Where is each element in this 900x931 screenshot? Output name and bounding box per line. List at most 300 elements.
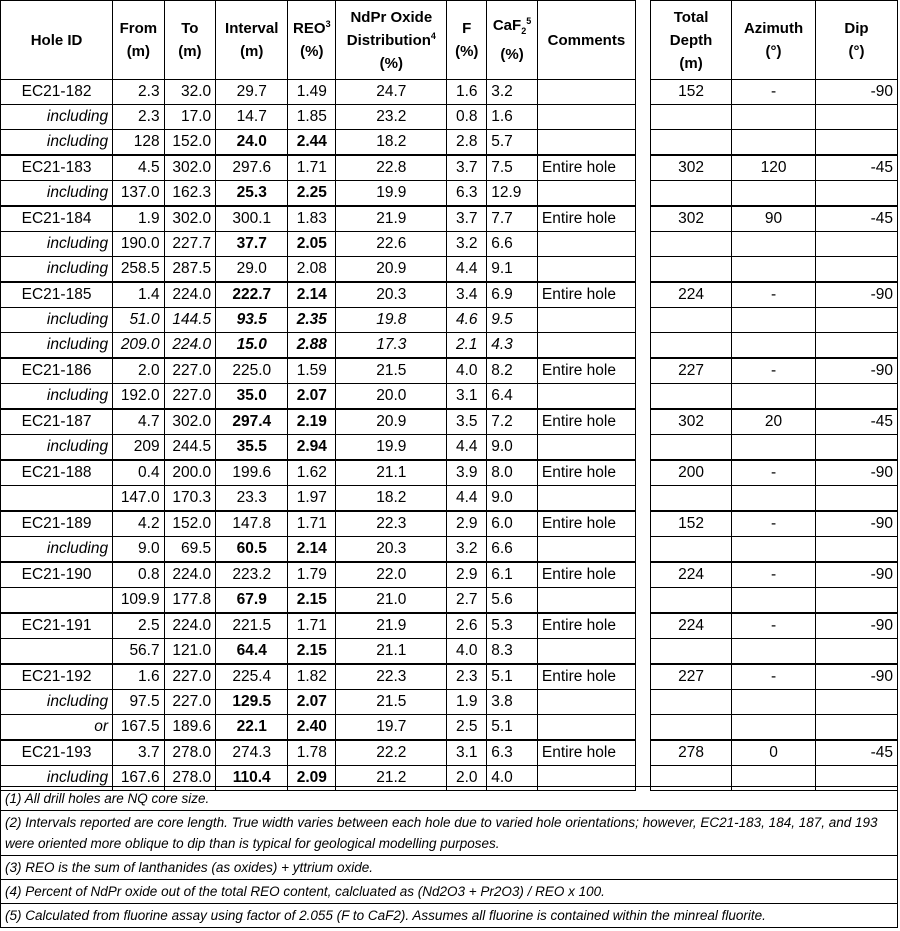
to-cell: 177.8 [164, 588, 216, 614]
azimuth-cell [732, 486, 816, 512]
hole-id-cell: EC21-186 [1, 358, 113, 384]
f-cell: 1.9 [447, 690, 487, 715]
total-depth-cell [651, 384, 732, 410]
table-row [1, 282, 636, 308]
total-depth-cell: 227 [651, 664, 732, 690]
hole-id-cell [1, 588, 113, 614]
to-cell: 224.0 [164, 282, 216, 308]
caf2-cell: 9.0 [487, 435, 538, 461]
to-cell: 17.0 [164, 105, 216, 130]
hole-id-cell [1, 486, 113, 512]
side-table-row [651, 206, 898, 232]
to-cell: 227.0 [164, 664, 216, 690]
total-depth-cell: 302 [651, 409, 732, 435]
f-cell: 3.1 [447, 740, 487, 766]
hole-id-cell: EC21-192 [1, 664, 113, 690]
ndpr-cell: 20.3 [336, 537, 447, 563]
table-row [1, 690, 636, 715]
table-row [1, 181, 636, 207]
caf2-cell: 6.1 [487, 562, 538, 588]
total-depth-cell [651, 537, 732, 563]
caf2-cell: 3.8 [487, 690, 538, 715]
side-table-row [651, 511, 898, 537]
hole-id-cell: or [1, 715, 113, 741]
total-depth-cell: 152 [651, 80, 732, 105]
f-cell: 2.8 [447, 130, 487, 156]
ndpr-cell: 21.9 [336, 206, 447, 232]
to-cell: 121.0 [164, 639, 216, 665]
table-row [1, 409, 636, 435]
reo-cell: 1.78 [288, 740, 336, 766]
azimuth-cell [732, 537, 816, 563]
total-depth-cell [651, 639, 732, 665]
hole-id-cell: including [1, 105, 113, 130]
comment-cell: Entire hole [537, 562, 635, 588]
table-row [1, 80, 636, 105]
table-row [1, 715, 636, 741]
dip-cell [816, 308, 898, 333]
azimuth-cell [732, 105, 816, 130]
hole-id-cell: including [1, 690, 113, 715]
table-row [1, 333, 636, 359]
comment-cell: Entire hole [537, 613, 635, 639]
azimuth-cell [732, 257, 816, 283]
ndpr-cell: 19.8 [336, 308, 447, 333]
to-cell: 152.0 [164, 511, 216, 537]
dip-cell: -90 [816, 562, 898, 588]
from-cell: 4.7 [113, 409, 165, 435]
total-depth-cell: 224 [651, 282, 732, 308]
from-cell: 167.5 [113, 715, 165, 741]
side-table-row [651, 639, 898, 665]
side-table-row [651, 613, 898, 639]
to-cell: 189.6 [164, 715, 216, 741]
dip-cell: -90 [816, 460, 898, 486]
f-cell: 3.2 [447, 537, 487, 563]
table-row [1, 384, 636, 410]
ndpr-cell: 17.3 [336, 333, 447, 359]
table-row [1, 562, 636, 588]
side-table-row [651, 715, 898, 741]
interval-cell: 64.4 [216, 639, 288, 665]
from-cell: 1.9 [113, 206, 165, 232]
side-table-row [651, 105, 898, 130]
interval-cell: 222.7 [216, 282, 288, 308]
to-cell: 278.0 [164, 766, 216, 791]
f-cell: 6.3 [447, 181, 487, 207]
hole-id-cell: including [1, 435, 113, 461]
side-table-row [651, 80, 898, 105]
to-cell: 162.3 [164, 181, 216, 207]
interval-cell: 35.0 [216, 384, 288, 410]
side-table-row [651, 155, 898, 181]
azimuth-cell [732, 435, 816, 461]
f-cell: 2.9 [447, 511, 487, 537]
from-cell: 209.0 [113, 333, 165, 359]
ndpr-cell: 24.7 [336, 80, 447, 105]
caf2-cell: 9.0 [487, 486, 538, 512]
footnote-row [1, 811, 898, 856]
hole-id-cell: including [1, 333, 113, 359]
total-depth-cell [651, 435, 732, 461]
table-row [1, 232, 636, 257]
reo-cell: 2.15 [288, 588, 336, 614]
azimuth-cell: - [732, 282, 816, 308]
f-cell: 4.4 [447, 435, 487, 461]
side-table-row [651, 409, 898, 435]
table-row [1, 358, 636, 384]
f-cell: 2.0 [447, 766, 487, 791]
dip-cell [816, 639, 898, 665]
azimuth-cell: - [732, 80, 816, 105]
azimuth-cell: - [732, 562, 816, 588]
to-cell: 287.5 [164, 257, 216, 283]
side-table-row [651, 358, 898, 384]
header-dip: Dip (°) [816, 1, 898, 80]
caf2-cell: 6.6 [487, 537, 538, 563]
interval-cell: 25.3 [216, 181, 288, 207]
hole-id-cell: EC21-190 [1, 562, 113, 588]
dip-cell: -45 [816, 409, 898, 435]
from-cell: 2.5 [113, 613, 165, 639]
hole-id-cell: including [1, 537, 113, 563]
to-cell: 32.0 [164, 80, 216, 105]
reo-cell: 2.07 [288, 690, 336, 715]
table-row [1, 155, 636, 181]
ndpr-cell: 19.7 [336, 715, 447, 741]
caf2-cell: 8.0 [487, 460, 538, 486]
ndpr-cell: 21.0 [336, 588, 447, 614]
from-cell: 128 [113, 130, 165, 156]
azimuth-cell [732, 181, 816, 207]
reo-cell: 2.94 [288, 435, 336, 461]
ndpr-cell: 22.2 [336, 740, 447, 766]
to-cell: 227.0 [164, 384, 216, 410]
caf2-cell: 6.6 [487, 232, 538, 257]
ndpr-cell: 18.2 [336, 130, 447, 156]
hole-id-cell [1, 639, 113, 665]
from-cell: 2.3 [113, 105, 165, 130]
reo-cell: 2.08 [288, 257, 336, 283]
f-cell: 3.1 [447, 384, 487, 410]
comment-cell: Entire hole [537, 155, 635, 181]
f-cell: 3.9 [447, 460, 487, 486]
reo-cell: 2.14 [288, 537, 336, 563]
table-row [1, 130, 636, 156]
side-table-row [651, 435, 898, 461]
dip-cell: -90 [816, 664, 898, 690]
total-depth-cell: 200 [651, 460, 732, 486]
hole-id-cell: including [1, 130, 113, 156]
from-cell: 1.4 [113, 282, 165, 308]
total-depth-cell [651, 715, 732, 741]
interval-cell: 129.5 [216, 690, 288, 715]
from-cell: 109.9 [113, 588, 165, 614]
side-table-row [651, 690, 898, 715]
comment-cell [537, 639, 635, 665]
dip-cell [816, 105, 898, 130]
caf2-cell: 6.4 [487, 384, 538, 410]
to-cell: 152.0 [164, 130, 216, 156]
caf2-cell: 3.2 [487, 80, 538, 105]
azimuth-cell: 0 [732, 740, 816, 766]
azimuth-cell: - [732, 511, 816, 537]
interval-cell: 67.9 [216, 588, 288, 614]
f-cell: 4.6 [447, 308, 487, 333]
dip-cell [816, 588, 898, 614]
from-cell: 1.6 [113, 664, 165, 690]
table-row [1, 105, 636, 130]
comment-cell: Entire hole [537, 206, 635, 232]
ndpr-cell: 21.1 [336, 639, 447, 665]
azimuth-cell: 120 [732, 155, 816, 181]
side-table-row [651, 333, 898, 359]
reo-cell: 1.82 [288, 664, 336, 690]
caf2-cell: 6.0 [487, 511, 538, 537]
from-cell: 147.0 [113, 486, 165, 512]
footnote-text: (4) Percent of NdPr oxide out of the total REO content, calcluated as (Nd2O3 + Pr2O3) / REO x 100. [1, 880, 898, 904]
reo-cell: 1.71 [288, 511, 336, 537]
azimuth-cell [732, 308, 816, 333]
dip-cell: -90 [816, 358, 898, 384]
comment-cell [537, 130, 635, 156]
comment-cell [537, 537, 635, 563]
caf2-cell: 4.3 [487, 333, 538, 359]
ndpr-cell: 20.3 [336, 282, 447, 308]
from-cell: 167.6 [113, 766, 165, 791]
hole-id-cell: EC21-185 [1, 282, 113, 308]
dip-cell [816, 715, 898, 741]
interval-cell: 93.5 [216, 308, 288, 333]
header-interval: Interval (m) [216, 1, 288, 80]
to-cell: 144.5 [164, 308, 216, 333]
interval-cell: 297.4 [216, 409, 288, 435]
azimuth-cell: - [732, 613, 816, 639]
caf2-cell: 7.7 [487, 206, 538, 232]
to-cell: 224.0 [164, 613, 216, 639]
azimuth-cell: - [732, 358, 816, 384]
reo-cell: 2.35 [288, 308, 336, 333]
from-cell: 97.5 [113, 690, 165, 715]
caf2-cell: 8.3 [487, 639, 538, 665]
header-reo: REO$^3$ (%) [288, 1, 336, 80]
interval-cell: 15.0 [216, 333, 288, 359]
footnote-row [1, 880, 898, 904]
header-azimuth: Azimuth (°) [732, 1, 816, 80]
table-row [1, 664, 636, 690]
from-cell: 2.0 [113, 358, 165, 384]
total-depth-cell: 224 [651, 562, 732, 588]
header-total-depth: Total Depth (m) [651, 1, 732, 80]
hole-id-cell: EC21-182 [1, 80, 113, 105]
side-table-row [651, 257, 898, 283]
side-table-row [651, 460, 898, 486]
caf2-cell: 9.5 [487, 308, 538, 333]
footnote-text: (5) Calculated from fluorine assay using factor of 2.055 (F to CaF2). Assumes all fluorine is contained within the minreal fluorite. [1, 904, 898, 928]
reo-cell: 1.97 [288, 486, 336, 512]
caf2-cell: 5.1 [487, 664, 538, 690]
total-depth-cell [651, 486, 732, 512]
hole-id-cell: EC21-187 [1, 409, 113, 435]
f-cell: 2.6 [447, 613, 487, 639]
side-header-row [651, 1, 898, 80]
to-cell: 244.5 [164, 435, 216, 461]
comment-cell: Entire hole [537, 460, 635, 486]
total-depth-cell: 227 [651, 358, 732, 384]
side-table-row [651, 486, 898, 512]
to-cell: 224.0 [164, 333, 216, 359]
dip-cell [816, 537, 898, 563]
to-cell: 278.0 [164, 740, 216, 766]
reo-cell: 1.62 [288, 460, 336, 486]
table-row [1, 435, 636, 461]
comment-cell [537, 690, 635, 715]
comment-cell [537, 80, 635, 105]
from-cell: 0.4 [113, 460, 165, 486]
reo-cell: 2.05 [288, 232, 336, 257]
table-row [1, 511, 636, 537]
f-cell: 2.3 [447, 664, 487, 690]
comment-cell [537, 486, 635, 512]
from-cell: 209 [113, 435, 165, 461]
from-cell: 192.0 [113, 384, 165, 410]
comment-cell: Entire hole [537, 664, 635, 690]
ndpr-cell: 21.1 [336, 460, 447, 486]
header-caf2: CaF$_2^5$ (%) [487, 1, 538, 80]
hole-id-cell: EC21-191 [1, 613, 113, 639]
dip-cell [816, 690, 898, 715]
caf2-cell: 12.9 [487, 181, 538, 207]
table-row [1, 740, 636, 766]
hole-id-cell: including [1, 181, 113, 207]
total-depth-cell [651, 308, 732, 333]
caf2-cell: 7.2 [487, 409, 538, 435]
comment-cell [537, 435, 635, 461]
f-cell: 0.8 [447, 105, 487, 130]
dip-cell: -90 [816, 282, 898, 308]
dip-cell: -45 [816, 206, 898, 232]
hole-id-cell: including [1, 232, 113, 257]
reo-cell: 2.14 [288, 282, 336, 308]
table-row [1, 639, 636, 665]
table-row [1, 537, 636, 563]
side-table-row [651, 740, 898, 766]
dip-cell [816, 257, 898, 283]
reo-cell: 1.71 [288, 613, 336, 639]
from-cell: 51.0 [113, 308, 165, 333]
caf2-cell: 8.2 [487, 358, 538, 384]
from-cell: 9.0 [113, 537, 165, 563]
ndpr-cell: 22.0 [336, 562, 447, 588]
side-table-row [651, 537, 898, 563]
header-hole-id: Hole ID [1, 1, 113, 80]
from-cell: 4.5 [113, 155, 165, 181]
comment-cell [537, 257, 635, 283]
hole-geometry-table [650, 0, 898, 791]
interval-cell: 23.3 [216, 486, 288, 512]
comment-cell [537, 105, 635, 130]
table-row [1, 308, 636, 333]
dip-cell [816, 333, 898, 359]
comment-cell: Entire hole [537, 740, 635, 766]
caf2-cell: 7.5 [487, 155, 538, 181]
ndpr-cell: 20.9 [336, 257, 447, 283]
to-cell: 170.3 [164, 486, 216, 512]
dip-cell: -45 [816, 740, 898, 766]
table-row [1, 588, 636, 614]
hole-id-cell: EC21-188 [1, 460, 113, 486]
total-depth-cell: 224 [651, 613, 732, 639]
interval-cell: 22.1 [216, 715, 288, 741]
total-depth-cell [651, 588, 732, 614]
caf2-cell: 6.3 [487, 740, 538, 766]
total-depth-cell [651, 690, 732, 715]
hole-id-cell: including [1, 384, 113, 410]
total-depth-cell [651, 257, 732, 283]
comment-cell [537, 588, 635, 614]
hole-id-cell: EC21-184 [1, 206, 113, 232]
reo-cell: 1.85 [288, 105, 336, 130]
header-row [1, 1, 636, 80]
side-table-row [651, 130, 898, 156]
dip-cell [816, 130, 898, 156]
comment-cell: Entire hole [537, 282, 635, 308]
azimuth-cell [732, 384, 816, 410]
to-cell: 69.5 [164, 537, 216, 563]
reo-cell: 1.49 [288, 80, 336, 105]
azimuth-cell [732, 639, 816, 665]
hole-id-cell: EC21-193 [1, 740, 113, 766]
to-cell: 302.0 [164, 409, 216, 435]
total-depth-cell [651, 333, 732, 359]
caf2-cell: 5.7 [487, 130, 538, 156]
f-cell: 2.9 [447, 562, 487, 588]
f-cell: 3.4 [447, 282, 487, 308]
interval-cell: 225.0 [216, 358, 288, 384]
hole-id-cell: including [1, 257, 113, 283]
f-cell: 2.7 [447, 588, 487, 614]
footnote-text: (3) REO is the sum of lanthanides (as oxides) + yttrium oxide. [1, 856, 898, 880]
ndpr-cell: 21.9 [336, 613, 447, 639]
comment-cell [537, 308, 635, 333]
side-table-row [651, 664, 898, 690]
total-depth-cell [651, 232, 732, 257]
reo-cell: 2.07 [288, 384, 336, 410]
total-depth-cell: 278 [651, 740, 732, 766]
table-row [1, 257, 636, 283]
interval-cell: 223.2 [216, 562, 288, 588]
from-cell: 4.2 [113, 511, 165, 537]
comment-cell: Entire hole [537, 409, 635, 435]
reo-cell: 1.83 [288, 206, 336, 232]
dip-cell [816, 181, 898, 207]
azimuth-cell [732, 588, 816, 614]
table-row [1, 460, 636, 486]
to-cell: 200.0 [164, 460, 216, 486]
total-depth-cell [651, 181, 732, 207]
interval-cell: 221.5 [216, 613, 288, 639]
from-cell: 0.8 [113, 562, 165, 588]
header-ndpr: NdPr Oxide Distribution$^4$ (%) [336, 1, 447, 80]
to-cell: 227.7 [164, 232, 216, 257]
dip-cell [816, 435, 898, 461]
reo-cell: 2.09 [288, 766, 336, 791]
interval-cell: 297.6 [216, 155, 288, 181]
azimuth-cell: - [732, 460, 816, 486]
header-to: To (m) [164, 1, 216, 80]
f-cell: 4.4 [447, 486, 487, 512]
f-cell: 3.7 [447, 206, 487, 232]
